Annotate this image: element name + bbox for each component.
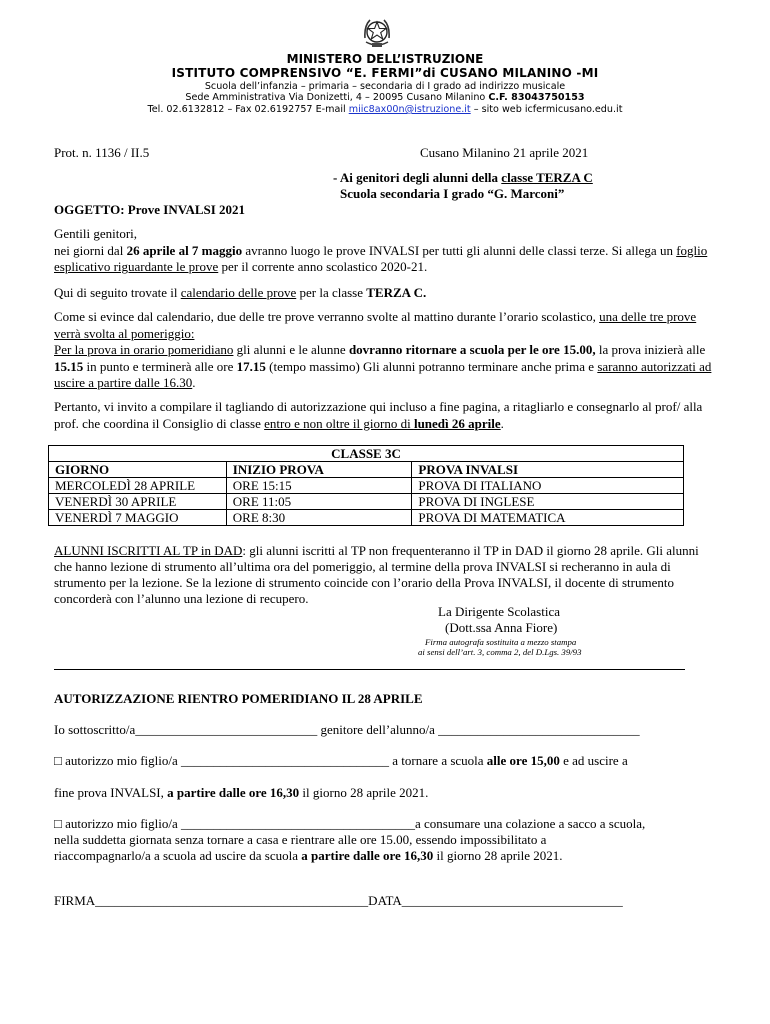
signature-name: (Dott.ssa Anna Fiore) — [445, 620, 558, 635]
republic-emblem-icon — [360, 14, 394, 50]
schools-line: Scuola dell’infanzia – primaria – secondaria di I grado ad indirizzo musicale — [204, 81, 566, 92]
form-option-1-line-2: fine prova INVALSI, a partire dalle ore 16,30 il giorno 28 aprile 2021. — [54, 785, 429, 800]
checkbox-option-1[interactable]: □ autorizzo mio figlio/a ________________________________ a tornare a scuola — [54, 753, 487, 768]
column-header: INIZIO PROVA — [226, 462, 412, 478]
paragraph-schedule-details: Come si evince dal calendario, due delle tre prove verranno svolte al mattino durante l’orario scolastico, una delle tre prove verrà svolta al pomeriggio: Per la prova in orario pomeridiano gli alunni e le alunne dovranno ritornare a scuola per le ore 15.00, la prova inizierà alle 15.15 in punto e terminerà alle ore 17.15 (tempo massimo) Gli alunni potranno terminare anche prima e saranno autorizzati ad uscire a partire dalle 16.30. — [54, 309, 712, 391]
subject-line: OGGETTO: Prove INVALSI 2021 — [54, 202, 246, 217]
email-link[interactable]: miic8ax00n@istruzione.it — [348, 104, 471, 115]
recipients-line-2: Scuola secondaria I grado “G. Marconi” — [340, 186, 565, 201]
table-row — [49, 478, 684, 494]
paragraph-intro: Gentili genitori, nei giorni dal 26 aprile al 7 maggio avranno luogo le prove INVALSI per tutti gli alunni delle classi terze. Si allega un foglio esplicativo riguardante le prove per il corrente anno scolastico 2020-21. — [54, 226, 708, 275]
cut-line — [54, 669, 685, 670]
table-cell: ORE 8:30 — [226, 510, 412, 526]
schedule-table — [48, 445, 684, 526]
table-cell: VENERDÌ 7 MAGGIO — [49, 510, 227, 526]
table-cell: PROVA DI MATEMATICA — [412, 510, 684, 526]
fiscal-code: C.F. 83043750153 — [488, 92, 585, 103]
table-cell: PROVA DI INGLESE — [412, 494, 684, 510]
form-title: AUTORIZZAZIONE RIENTRO POMERIDIANO IL 28 APRILE — [54, 691, 423, 706]
paragraph-calendar: Qui di seguito trovate il calendario delle prove per la classe TERZA C. — [54, 285, 427, 300]
signature-role: La Dirigente Scolastica — [438, 604, 561, 619]
paragraph-authorization: Pertanto, vi invito a compilare il tagliando di autorizzazione qui incluso a fine pagina, a ritagliarlo e consegnarlo al prof/ alla prof. che coordina il Consiglio di classe entro e non oltre il giorno di lunedì 26 aprile. — [54, 399, 703, 431]
table-header-row — [49, 462, 684, 478]
table-row — [49, 494, 684, 510]
signature-note-2: ai sensi dell’art. 3, comma 2, del D.Lgs. 39/93 — [418, 647, 582, 657]
table-caption: CLASSE 3C — [49, 446, 684, 462]
table-cell: PROVA DI ITALIANO — [412, 478, 684, 494]
form-option-1-line-1: □ autorizzo mio figlio/a ________________________________ a tornare a scuola alle ore 15,00 e ad uscire a — [54, 753, 628, 768]
table-cell: MERCOLEDÌ 28 APRILE — [49, 478, 227, 494]
place-date: Cusano Milanino 21 aprile 2021 — [420, 145, 589, 160]
form-parent-line: Io sottoscritto/a____________________________ genitore dell’alunno/a _______________________________ — [54, 722, 640, 737]
column-header: PROVA INVALSI — [412, 462, 684, 478]
paragraph-tp-note: ALUNNI ISCRITTI AL TP in DAD: gli alunni iscritti al TP non frequenteranno il TP in DAD il giorno 28 aprile. Gli alunni che hanno lezione di strumento all’ultima ora del pomeriggio, al termine della prova INVALSI si recheranno in aula di strumento per la lezione. Se la lezione di strumento coincide con l’orario della Prova INVALSI, il docente di strumento concorderà con l’alunno una lezione di recupero. — [54, 543, 699, 606]
column-header: GIORNO — [49, 462, 227, 478]
signature-date-line: FIRMA__________________________________________DATA__________________________________ — [54, 893, 623, 908]
protocol-number: Prot. n. 1136 / II.5 — [54, 145, 150, 160]
table-cell: ORE 15:15 — [226, 478, 412, 494]
form-option-2-line-1[interactable]: □ autorizzo mio figlio/a ____________________________________a consumare una colazione a sacco a scuola, — [54, 816, 646, 831]
signature-note-1: Firma autografa sostituita a mezzo stampa — [425, 637, 577, 647]
institute-title: ISTITUTO COMPRENSIVO “E. FERMI”di CUSANO MILANINO -MI — [171, 66, 599, 80]
table-cell: VENERDÌ 30 APRILE — [49, 494, 227, 510]
recipients-line-1: - Ai genitori degli alunni della classe TERZA C — [333, 170, 593, 185]
form-option-2-line-2: nella suddetta giornata senza tornare a casa e rientrare alle ore 15.00, essendo impossibilitato a — [54, 832, 547, 847]
table-cell: ORE 11:05 — [226, 494, 412, 510]
ministry-title: MINISTERO DELL’ISTRUZIONE — [286, 52, 484, 66]
address-line: Sede Amministrativa Via Donizetti, 4 – 20095 Cusano Milanino C.F. 83043750153 — [185, 92, 585, 103]
form-option-2-line-3: riaccompagnarlo/a a scuola ad uscire da scuola a partire dalle ore 16,30 il giorno 28 aprile 2021. — [54, 848, 563, 863]
contacts-line: Tel. 02.6132812 – Fax 02.6192757 E-mail miic8ax00n@istruzione.it – sito web icfermicusano.edu.it — [147, 104, 623, 115]
table-row — [49, 510, 684, 526]
